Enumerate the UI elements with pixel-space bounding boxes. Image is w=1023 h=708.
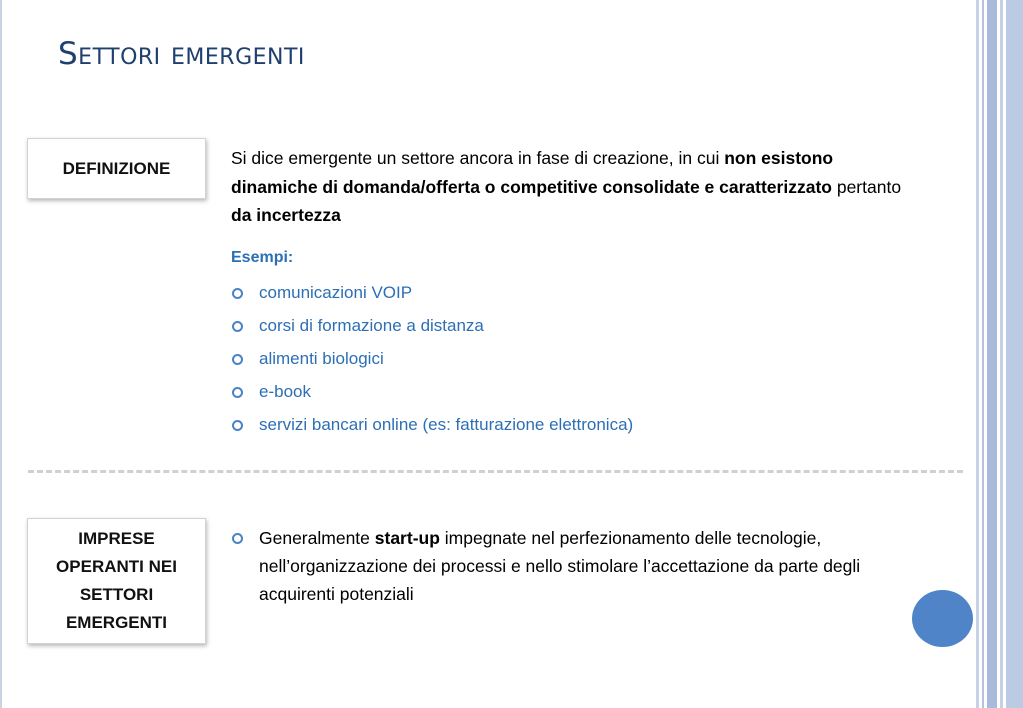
companies-text bbox=[231, 524, 871, 608]
list-item bbox=[231, 414, 633, 447]
companies-label-box bbox=[27, 518, 206, 644]
example-text: servizi bancari online (es: fatturazione elettronica) bbox=[259, 415, 634, 434]
definition-text-part: Si dice emergente un settore ancora in fase di creazione, in cui bbox=[231, 148, 725, 168]
definition-label: DEFINIZIONE bbox=[62, 158, 171, 178]
ring-bullet-icon bbox=[232, 387, 243, 398]
stripe bbox=[982, 0, 984, 708]
definition-text-part: pertanto bbox=[831, 176, 902, 197]
definition-label-box bbox=[27, 138, 206, 199]
companies-label-line: EMERGENTI bbox=[65, 613, 168, 632]
definition-text-bold: da incertezza bbox=[231, 205, 341, 225]
companies-label bbox=[56, 525, 177, 637]
companies-label-line: IMPRESE bbox=[78, 529, 155, 548]
list-item bbox=[231, 315, 633, 348]
example-text: e-book bbox=[259, 382, 311, 401]
companies-list-item bbox=[231, 524, 871, 608]
companies-label-line: OPERANTI NEI bbox=[56, 557, 177, 576]
ring-bullet-icon bbox=[232, 533, 243, 544]
example-text: comunicazioni VOIP bbox=[259, 283, 413, 302]
stripe bbox=[987, 0, 997, 708]
list-item bbox=[231, 282, 633, 315]
ring-bullet-icon bbox=[232, 321, 243, 332]
examples-heading: Esempi: bbox=[231, 249, 294, 266]
stripe bbox=[976, 0, 979, 708]
right-decorative-stripes bbox=[976, 0, 1023, 708]
section-divider bbox=[28, 470, 963, 473]
definition-text-bold: non esistono dinamiche di domanda/offerta o competitive consolidate e caratterizzato bbox=[231, 148, 834, 197]
stripe bbox=[1006, 0, 1023, 708]
example-text: corsi di formazione a distanza bbox=[259, 316, 484, 335]
left-border-line bbox=[0, 0, 2, 708]
ring-bullet-icon bbox=[232, 420, 243, 431]
list-item bbox=[231, 348, 633, 381]
companies-text-part: Generalmente bbox=[259, 528, 375, 548]
example-text: alimenti biologici bbox=[259, 349, 384, 368]
examples-list bbox=[231, 282, 633, 447]
companies-text-bold: start-up bbox=[374, 528, 440, 548]
list-item bbox=[231, 381, 633, 414]
stripe bbox=[1000, 0, 1003, 708]
slide-title: Settori emergenti bbox=[58, 36, 305, 72]
companies-label-line: SETTORI bbox=[79, 585, 154, 604]
ring-bullet-icon bbox=[232, 288, 243, 299]
ring-bullet-icon bbox=[232, 354, 243, 365]
definition-text bbox=[231, 144, 921, 230]
companies-text-part: impegnate nel perfezionamento delle tecnologie, nell’organizzazione dei processi e nello stimolare l’accettazione da parte degli acquirenti potenziali bbox=[259, 528, 861, 604]
blue-circle-icon bbox=[912, 590, 973, 647]
